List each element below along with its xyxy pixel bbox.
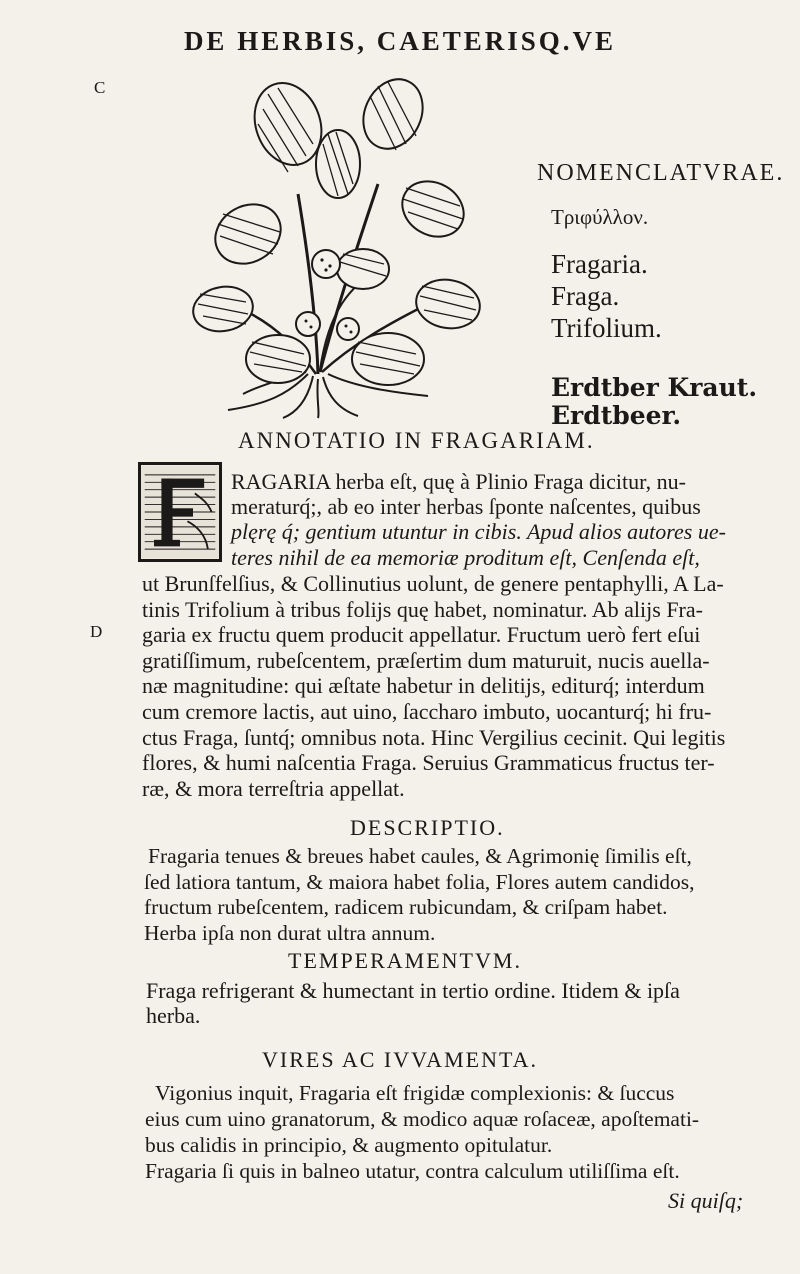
latin-names xyxy=(551,248,787,344)
text-line: ut Brunſfelſius, & Collinutius uolunt, de genere pentaphylli, A La- xyxy=(142,571,724,596)
vires-text xyxy=(145,1080,699,1184)
latin-name: Trifolium. xyxy=(551,313,662,343)
annotatio-text-full xyxy=(142,571,725,801)
strawberry-plant-woodcut xyxy=(188,74,488,419)
text-line: RAGARIA herba eſt, quę à Plinio Fraga dicitur, nu- xyxy=(231,469,686,494)
nomenclature-block xyxy=(537,160,787,430)
text-line: Vigonius inquit, Fragaria eſt frigidæ complexionis: & ſuccus xyxy=(155,1081,675,1105)
text-line: garia ex fructu quem producit appellatur. Fructum uerò fert eſui xyxy=(142,622,701,648)
temperamentum-heading: TEMPERAMENTVM. xyxy=(288,948,522,973)
text-line: Herba ipſa non durat ultra annum. xyxy=(144,920,436,945)
text-line: herba. xyxy=(146,1003,201,1028)
text-line: plęrę q́; gentium utuntur in cibis. Apud alios autores ue- xyxy=(231,519,726,545)
german-names xyxy=(551,374,787,430)
text-line: flores, & humi naſcentia Fraga. Seruius Grammaticus fructus ter- xyxy=(142,750,715,776)
text-line: Fraga refrigerant & humectant in tertio ordine. Itidem & ipſa xyxy=(146,978,680,1003)
margin-letter-d: D xyxy=(90,622,103,641)
greek-name: Τριφύλλον. xyxy=(551,205,649,229)
catchword: Si quiſq; xyxy=(668,1188,744,1213)
annotatio-heading: ANNOTATIO IN FRAGARIAM. xyxy=(238,428,595,453)
text-line: ctus Fraga, ſuntq́; omnibus nota. Hinc Vergilius cecinit. Qui legitis xyxy=(142,724,726,750)
nomenclature-heading: NOMENCLATVRAE. xyxy=(537,160,785,186)
running-head: DE HERBIS, CAETERISQ.VE xyxy=(183,26,617,56)
text-line: Fragaria tenues & breues habet caules, & Agrimonię ſimilis eſt, xyxy=(148,844,692,868)
text-line: meraturq́;, ab eo inter herbas ſponte naſcentes, quibus xyxy=(231,494,701,520)
text-line: eius cum uino granatorum, & modico aquæ roſaceæ, apoſtemati- xyxy=(145,1107,700,1131)
german-name: Erdtber Kraut. xyxy=(551,373,758,402)
text-line: ſed latiora tantum, & maiora habet folia, Flores autem candidos, xyxy=(144,869,695,894)
text-line: tinis Trifolium à tribus folijs quę habet, nominatur. Ab alijs Fra- xyxy=(142,596,703,622)
margin-letter-c: C xyxy=(94,78,106,97)
text-line: næ magnitudine: qui æſtate habetur in delitijs, editurq́; interdum xyxy=(142,673,705,699)
german-name: Erdtbeer. xyxy=(551,401,682,430)
text-line: teres nihil de ea memoriæ proditum eſt, Cenſenda eſt, xyxy=(231,544,700,570)
latin-name: Fragaria. xyxy=(551,249,648,279)
descriptio-heading: DESCRIPTIO. xyxy=(350,815,505,840)
text-line: ræ, & mora terreſtria appellat. xyxy=(142,775,405,801)
text-line: cum cremore lactis, aut uino, ſaccharo imbuto, uocanturq́; hi fru- xyxy=(142,698,712,724)
temperamentum-text xyxy=(146,978,680,1028)
text-line: Fragaria ſi quis in balneo utatur, contra calculum utiliſſima eſt. xyxy=(145,1159,680,1183)
text-line: gratiſſimum, rubeſcentem, præſertim dum maturuit, nucis auella- xyxy=(142,647,710,673)
annotatio-text-indented xyxy=(231,469,726,570)
vires-heading: VIRES AC IVVAMENTA. xyxy=(262,1047,539,1072)
text-line: bus calidis in principio, & augmento opitulatur. xyxy=(145,1133,553,1157)
descriptio-text xyxy=(144,844,694,946)
latin-name: Fraga. xyxy=(551,281,620,311)
text-line: fructum rubeſcentem, radicem rubicundam, & criſpam habet. xyxy=(144,895,668,919)
decorated-initial-f xyxy=(138,462,222,562)
